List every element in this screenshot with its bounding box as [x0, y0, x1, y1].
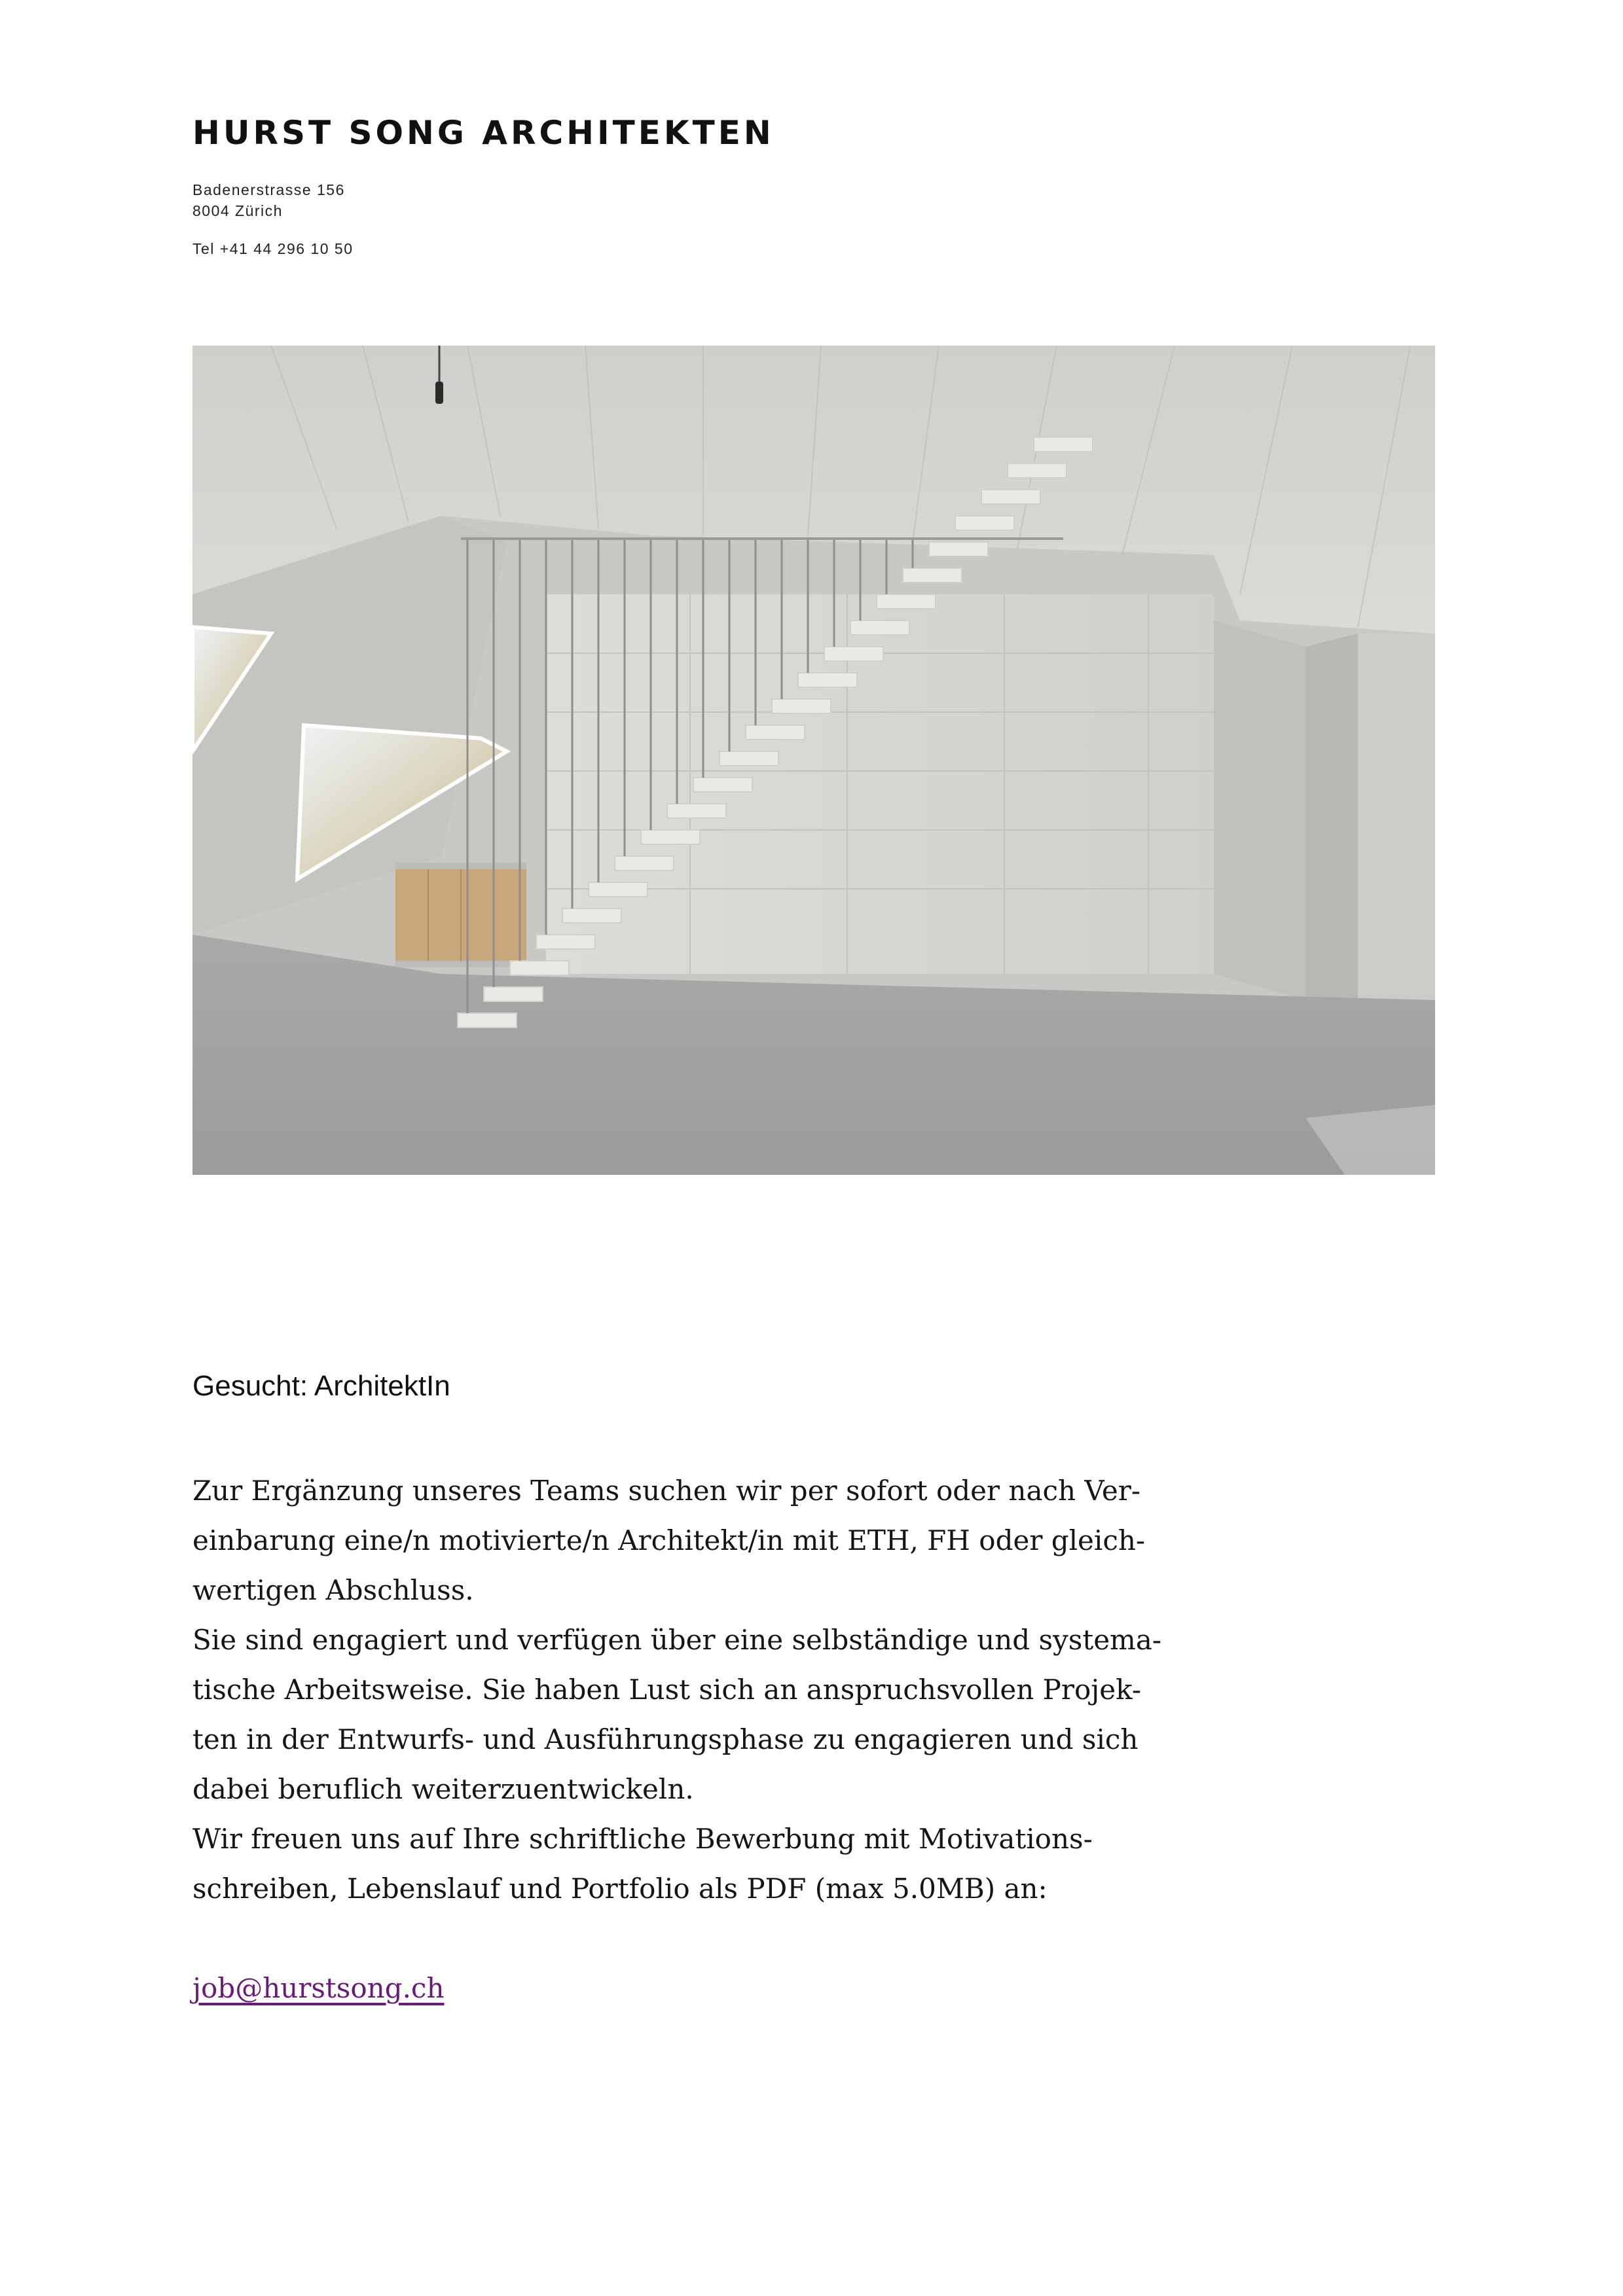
description-line: dabei beruflich weiterzuentwickeln. [192, 1773, 694, 1805]
firm-name: HURST SONG ARCHITEKTEN [192, 114, 775, 152]
description-line: Wir freuen uns auf Ihre schriftliche Bewerbung mit Motivations- [192, 1823, 1093, 1855]
description-line: wertigen Abschluss. [192, 1574, 474, 1606]
description-line: Zur Ergänzung unseres Teams suchen wir per sofort oder nach Ver- [192, 1475, 1141, 1507]
address-street: Badenerstrasse 156 [192, 181, 345, 198]
description-line: schreiben, Lebenslauf und Portfolio als PDF (max 5.0MB) an: [192, 1873, 1048, 1905]
description-line: ten in der Entwurfs- und Ausführungsphase zu engagieren und sich [192, 1723, 1139, 1755]
address-city: 8004 Zürich [192, 202, 283, 219]
address-block [192, 179, 354, 259]
interior-staircase-photo [192, 346, 1435, 1175]
email-link[interactable]: job@hurstsong.ch [192, 1972, 445, 2004]
description-line: tische Arbeitsweise. Sie haben Lust sich an anspruchsvollen Projek- [192, 1674, 1142, 1706]
description-line: einbarung eine/n motivierte/n Architekt/in mit ETH, FH oder gleich- [192, 1524, 1146, 1556]
phone-number: Tel +41 44 296 10 50 [192, 240, 354, 257]
description-line: Sie sind engagiert und verfügen über eine selbständige und systema- [192, 1624, 1162, 1656]
job-description [192, 1466, 1188, 1914]
job-heading: Gesucht: ArchitektIn [192, 1370, 450, 1402]
